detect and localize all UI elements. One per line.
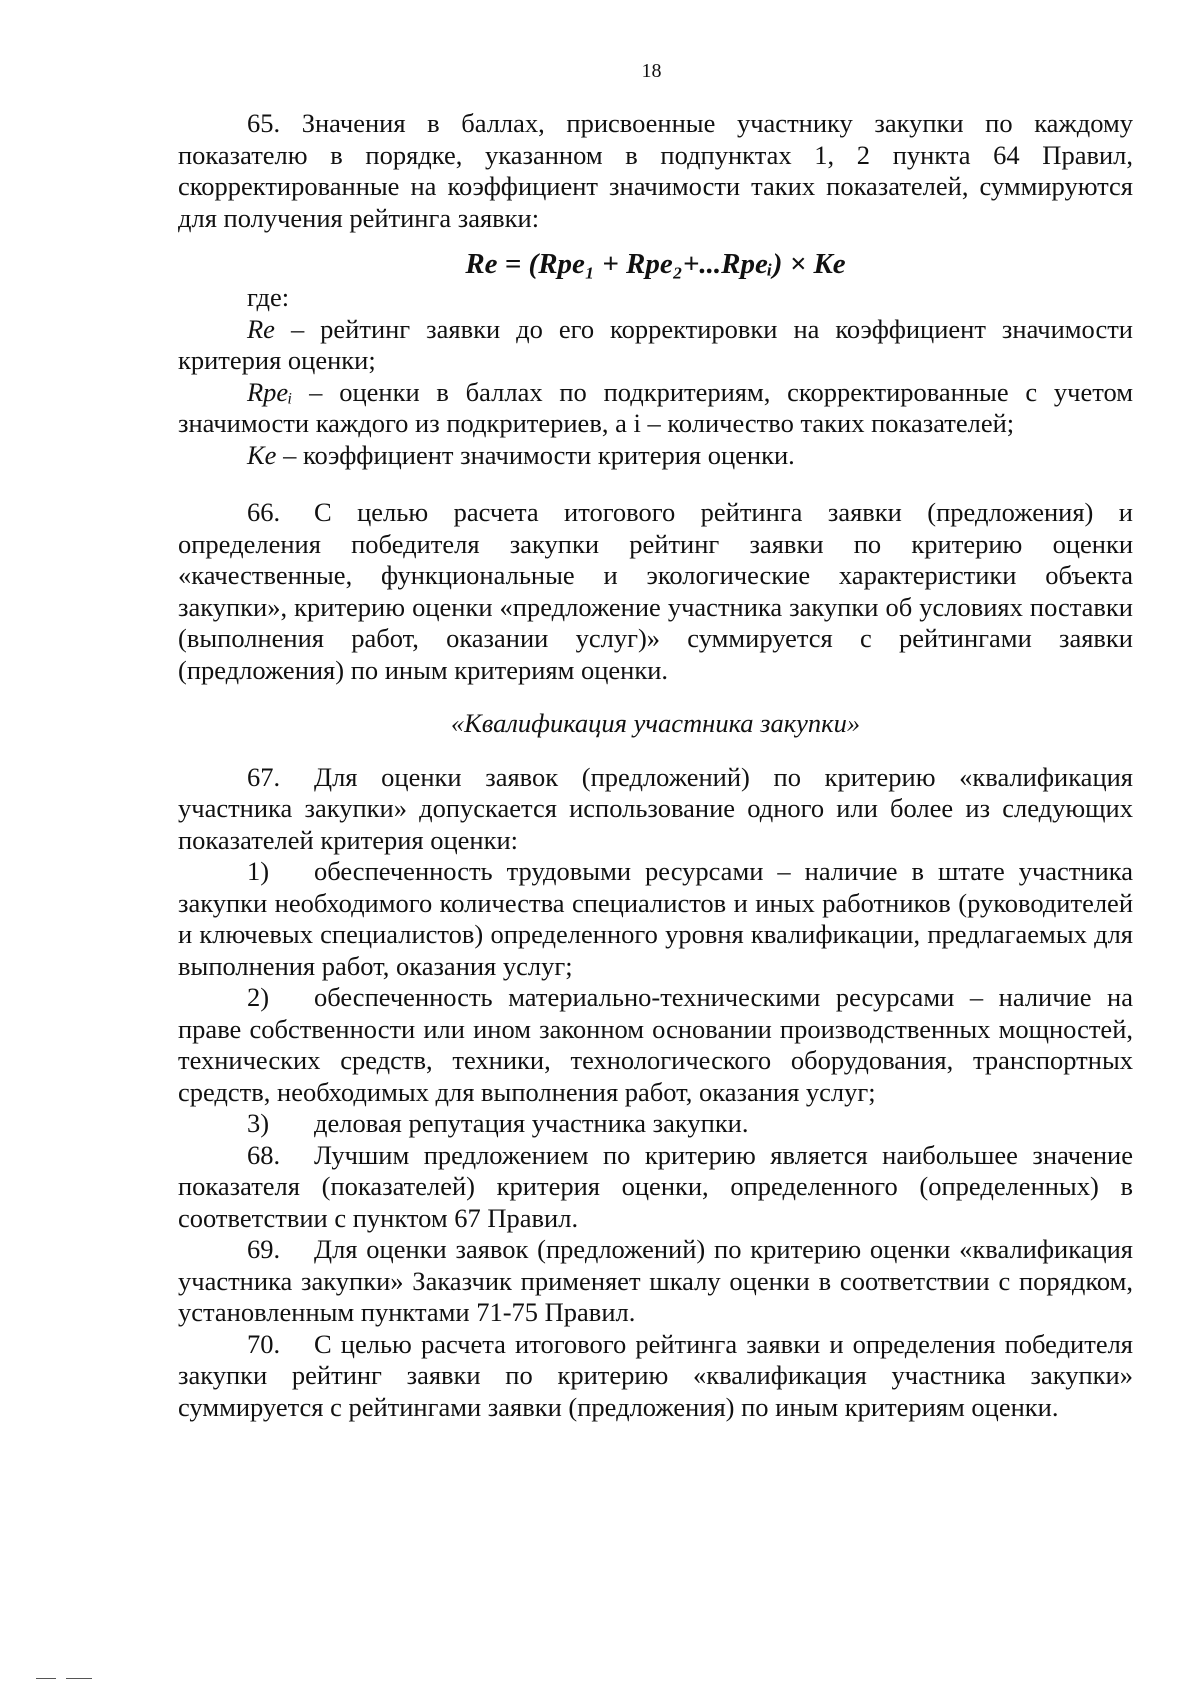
document-body [178, 108, 1133, 1423]
scan-artifact [66, 1678, 92, 1679]
paragraph-70 [178, 1329, 1133, 1424]
term-ke: Ke [247, 439, 277, 470]
subitem-67-1-number: 1) [247, 856, 270, 886]
subitem-67-2 [178, 982, 1133, 1108]
where-label: где: [247, 282, 290, 312]
paragraph-70-text: С целью расчета итогового рейтинга заявки и определения победителя закупки рейтинг заявки по критерию «квалификация участника закупки» суммируется с рейтингами заявки (предложения) по иным критериям оценки. [178, 1328, 1133, 1422]
paragraph-65: 65. Значения в баллах, присвоенные участнику закупки по каждому показателю в порядке, указанном в подпунктах 1, 2 пункта 64 Правил, скорректированные на коэффициент значимости таких показателей, суммируются для получения рейтинга заявки: [178, 108, 1133, 233]
paragraph-66-number: 66. [247, 497, 281, 527]
spacer [178, 471, 1133, 497]
paragraph-70-number: 70. [247, 1328, 281, 1359]
scan-artifact [36, 1678, 56, 1679]
subitem-67-3-number: 3) [247, 1108, 270, 1138]
paragraph-67-text: Для оценки заявок (предложений) по критерию «квалификация участника закупки» допускается использование одного или более из следующих показателей критерия оценки: [178, 761, 1133, 855]
definition-ke-text: – коэффициент значимости критерия оценки. [276, 439, 795, 470]
term-rpe: Rpeᵢ [247, 376, 293, 407]
subitem-67-3 [178, 1108, 1133, 1140]
definition-rpe-text: – оценки в баллах по подкритериям, скорректированные с учетом значимости каждого из подкритериев, а i – количество таких показателей; [178, 376, 1133, 438]
subitem-67-2-number: 2) [247, 982, 270, 1012]
paragraph-69-text: Для оценки заявок (предложений) по критерию оценки «квалификация участника закупки» Заказчик применяет шкалу оценки в соответствии с порядком, установленным пунктами 71-75 Правил. [178, 1234, 1133, 1327]
section-title: «Квалификация участника закупки» [450, 708, 861, 738]
paragraph-67-number: 67. [247, 761, 281, 792]
subitem-67-3-text: деловая репутация участника закупки. [314, 1108, 749, 1138]
subitem-67-1 [178, 856, 1133, 982]
subitem-67-2-text: обеспеченность материально-техническими ресурсами – наличие на праве собственности или ином законном основании производственных мощностей, технических средств, техники, технологического оборудования, транспортных средств, необходимых для выполнения работ, оказания услуг; [178, 982, 1133, 1107]
paragraph-67 [178, 762, 1133, 857]
subitem-67-1-text: обеспеченность трудовыми ресурсами – наличие в штате участника закупки необходимого количества специалистов и иных работников (руководителей и ключевых специалистов) определенного уровня квалификации, предлагаемых для выполнения работ, оказания услуг; [178, 856, 1133, 981]
page-number: 18 [641, 60, 662, 82]
paragraph-69-number: 69. [247, 1234, 281, 1264]
definition-rpe [178, 377, 1133, 440]
paragraph-66-text: С целью расчета итогового рейтинга заявки (предложения) и определения победителя закупки рейтинг заявки по критерию оценки «качественные, функциональные и экологические характеристики объекта закупки», критерию оценки «предложение участника закупки об условиях поставки (выполнения работ, оказании услуг)» суммируется с рейтингами заявки (предложения) по иным критериям оценки. [178, 497, 1133, 685]
definition-ke [178, 440, 1133, 472]
paragraph-69 [178, 1234, 1133, 1329]
term-re: Re [247, 313, 275, 344]
paragraph-68-number: 68. [247, 1139, 281, 1170]
paragraph-66 [178, 497, 1133, 686]
definition-re [178, 314, 1133, 377]
paragraph-68 [178, 1140, 1133, 1235]
rating-formula [178, 246, 1133, 282]
definition-re-text: – рейтинг заявки до его корректировки на коэффициент значимости критерия оценки; [178, 313, 1133, 375]
paragraph-68-text: Лучшим предложением по критерию является наибольшее значение показателя (показателей) критерия оценки, определенного (определенных) в соответствии с пунктом 67 Правил. [178, 1139, 1133, 1233]
formula-text: Re = (Rpe₁ + Rpe₂+...Rpeᵢ) × Ke [465, 248, 846, 280]
